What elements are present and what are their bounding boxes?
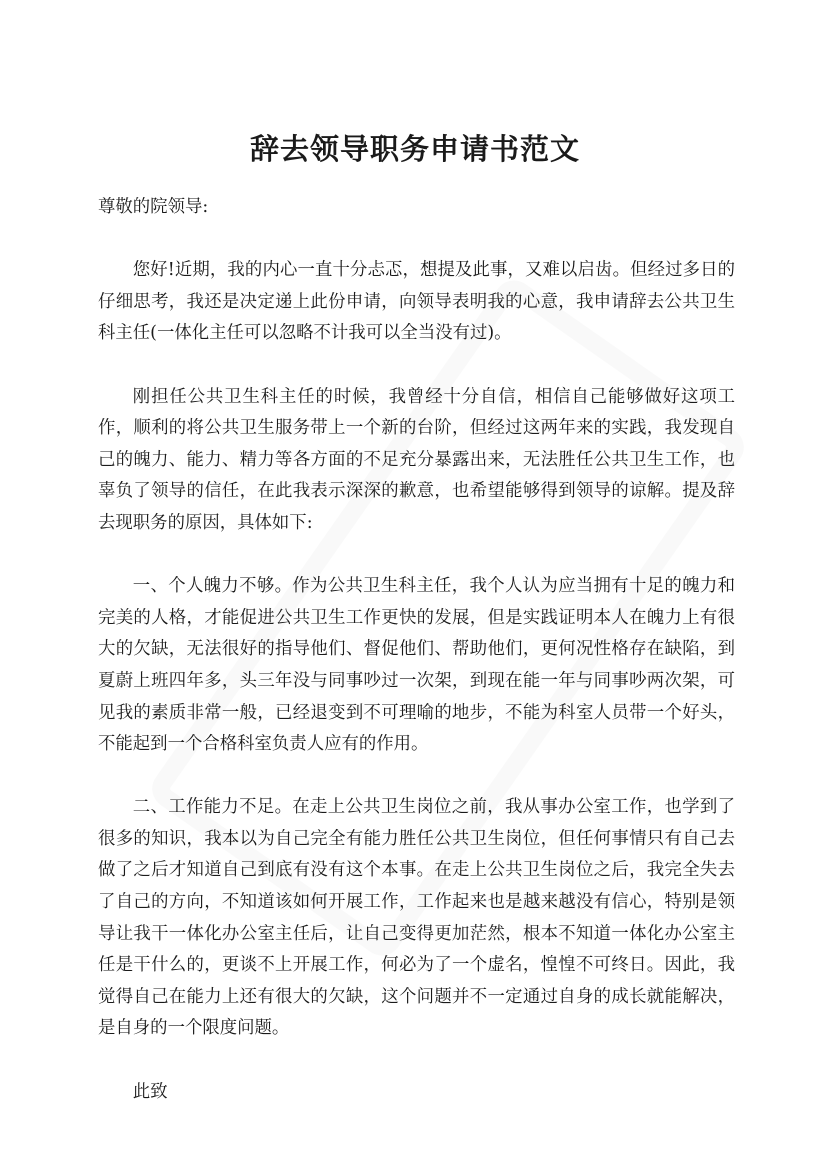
document-body <box>98 192 735 1140</box>
paragraph-reason-2: 二、工作能力不足。在走上公共卫生岗位之前，我从事办公室工作，也学到了很多的知识，我本以为自己完全有能力胜任公共卫生岗位，但任何事情只有自己去做了之后才知道自己到底有没有这个本事。在走上公共卫生岗位之后，我完全失去了自己的方向，不知道该如何开展工作，工作起来也是越来越没有信心，特别是领导让我干一体化办公室主任后，让自己变得更加茫然，根本不知道一体化办公室主任是干什么的，更谈不上开展工作，何必为了一个虚名，惶惶不可终日。因此，我觉得自己在能力上还有很大的欠缺，这个问题并不一定通过自身的成长就能解决，是自身的一个限度问题。 <box>98 797 735 1039</box>
salutation: 尊敬的院领导: <box>98 197 209 217</box>
closing: 此致 <box>132 1081 168 1102</box>
paragraph-greeting: 您好!近期，我的内心一直十分忐忑，想提及此事，又难以启齿。但经过多日的仔细思考，我还是决定递上此份申请，向领导表明我的心意，我申请辞去公共卫生科主任(一体化主任可以忽略不计我可以全当没有过)。 <box>98 260 735 344</box>
paragraph-reason-1: 一、个人魄力不够。作为公共卫生科主任，我个人认为应当拥有十足的魄力和完美的人格，才能促进公共卫生工作更快的发展，但是实践证明本人在魄力上有很大的欠缺，无法很好的指导他们、督促他们、帮助他们，更何况性格存在缺陷，到夏蔚上班四年多，头三年没与同事吵过一次架，到现在能一年与同事吵两次架，可见我的素质非常一般，已经退变到不可理喻的地步，不能为科室人员带一个好头，不能起到一个合格科室负责人应有的作用。 <box>98 576 735 755</box>
paragraph-background: 刚担任公共卫生科主任的时候，我曾经十分自信，相信自己能够做好这项工作，顺利的将公共卫生服务带上一个新的台阶，但经过这两年来的实践，我发现自己的魄力、能力、精力等各方面的不足充分暴露出来，无法胜任公共卫生工作，也辜负了领导的信任，在此我表示深深的歉意，也希望能够得到领导的谅解。提及辞去现职务的原因，具体如下: <box>98 386 735 533</box>
document-title: 辞去领导职务申请书范文 <box>249 132 580 167</box>
